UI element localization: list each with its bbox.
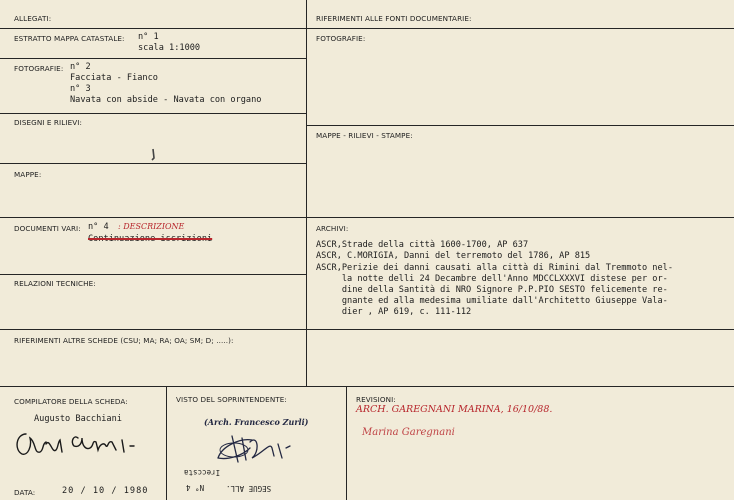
allegati-label: ALLEGATI: (14, 14, 52, 23)
estratto-mappa-label: ESTRATTO MAPPA CATASTALE: (14, 34, 125, 43)
documenti-handwritten: : DESCRIZIONE (118, 222, 185, 231)
archivi-line: ASCR,Perizie dei danni causati alla città di Rimini dal Tremmoto nel- (316, 263, 673, 273)
divider (0, 58, 307, 59)
divider (0, 113, 307, 114)
fotografie-line: Facciata - Fianco (70, 73, 158, 83)
estratto-scale: scala 1:1000 (138, 43, 201, 53)
compilatore-name: Augusto Bacchiani (34, 414, 122, 424)
divider (0, 386, 734, 387)
archivi-line: gnante ed alla medesima umiliate dall'Architetto Giuseppe Vala- (316, 296, 668, 306)
fotografie-line: n° 3 (70, 84, 91, 94)
right-fotografie-label: FOTOGRAFIE: (316, 34, 366, 43)
altre-schede-label: RIFERIMENTI ALTRE SCHEDE (CSU; MA; RA; OA; SM; D; .....): (14, 336, 234, 345)
footer-divider (346, 386, 347, 500)
soprintendente-stamp: (Arch. Francesco Zurli) (204, 417, 309, 427)
inverted-note-line-1: Ireccsta (184, 468, 221, 477)
inverted-note (226, 484, 271, 493)
archivi-line: ASCR, C.MORIGIA, Danni del terremoto del 1786, AP 815 (316, 251, 591, 261)
fotografie-line: n° 2 (70, 62, 91, 72)
inverted-note (186, 483, 204, 492)
riferimenti-fonti-label: RIFERIMENTI ALLE FONTI DOCUMENTARIE: (316, 14, 472, 23)
archivi-line: ASCR,Strade della città 1600-1700, AP 637 (316, 240, 529, 250)
inverted-note (184, 468, 220, 477)
divider (0, 329, 734, 330)
documenti-vari-label: DOCUMENTI VARI: (14, 224, 81, 233)
archivi-line: dier , AP 619, c. 111-112 (316, 307, 472, 317)
revisioni-label: REVISIONI: (356, 395, 396, 404)
divider (0, 163, 307, 164)
divider (0, 217, 734, 218)
soprintendente-signature (212, 428, 302, 468)
estratto-number: n° 1 (138, 32, 159, 42)
revisioni-signature: Marina Garegnani (362, 427, 455, 438)
footer-divider (166, 386, 167, 500)
divider (0, 274, 307, 275)
fotografie-line: Navata con abside - Navata con organo (70, 95, 262, 105)
archivi-line: dine della Santità di NRO Signore P.P.PIO SESTO felicemente re- (316, 285, 668, 295)
data-label: DATA: (14, 488, 36, 497)
relazioni-tecniche-label: RELAZIONI TECNICHE: (14, 279, 96, 288)
fotografie-label: FOTOGRAFIE: (14, 64, 64, 73)
compilatore-signature (12, 428, 142, 464)
revisioni-entry: ARCH. GAREGNANI MARINA, 16/10/88. (356, 404, 553, 415)
visto-soprintendente-label: VISTO DEL SOPRINTENDENTE: (176, 395, 287, 404)
compilatore-label: COMPILATORE DELLA SCHEDA: (14, 397, 128, 406)
divider (307, 125, 734, 126)
ink-mark (148, 148, 158, 162)
data-value: 20 / 10 / 1980 (62, 486, 149, 496)
archivi-line: la notte delli 24 Decambre dell'Anno MDCCLXXXVI distese per or- (316, 274, 668, 284)
documenti-struck-text: Continuazione iscrizioni (88, 234, 213, 244)
mappe-label: MAPPE: (14, 170, 42, 179)
divider (0, 28, 734, 29)
archivi-label: ARCHIVI: (316, 224, 349, 233)
mappe-rilievi-stampe-label: MAPPE - RILIEVI - STAMPE: (316, 131, 413, 140)
documenti-number: n° 4 (88, 222, 109, 232)
inverted-note-line-3: N° 4 (186, 483, 205, 492)
disegni-rilievi-label: DISEGNI E RILIEVI: (14, 118, 82, 127)
inverted-note-line-2: SEGUE ALL. (226, 484, 272, 493)
